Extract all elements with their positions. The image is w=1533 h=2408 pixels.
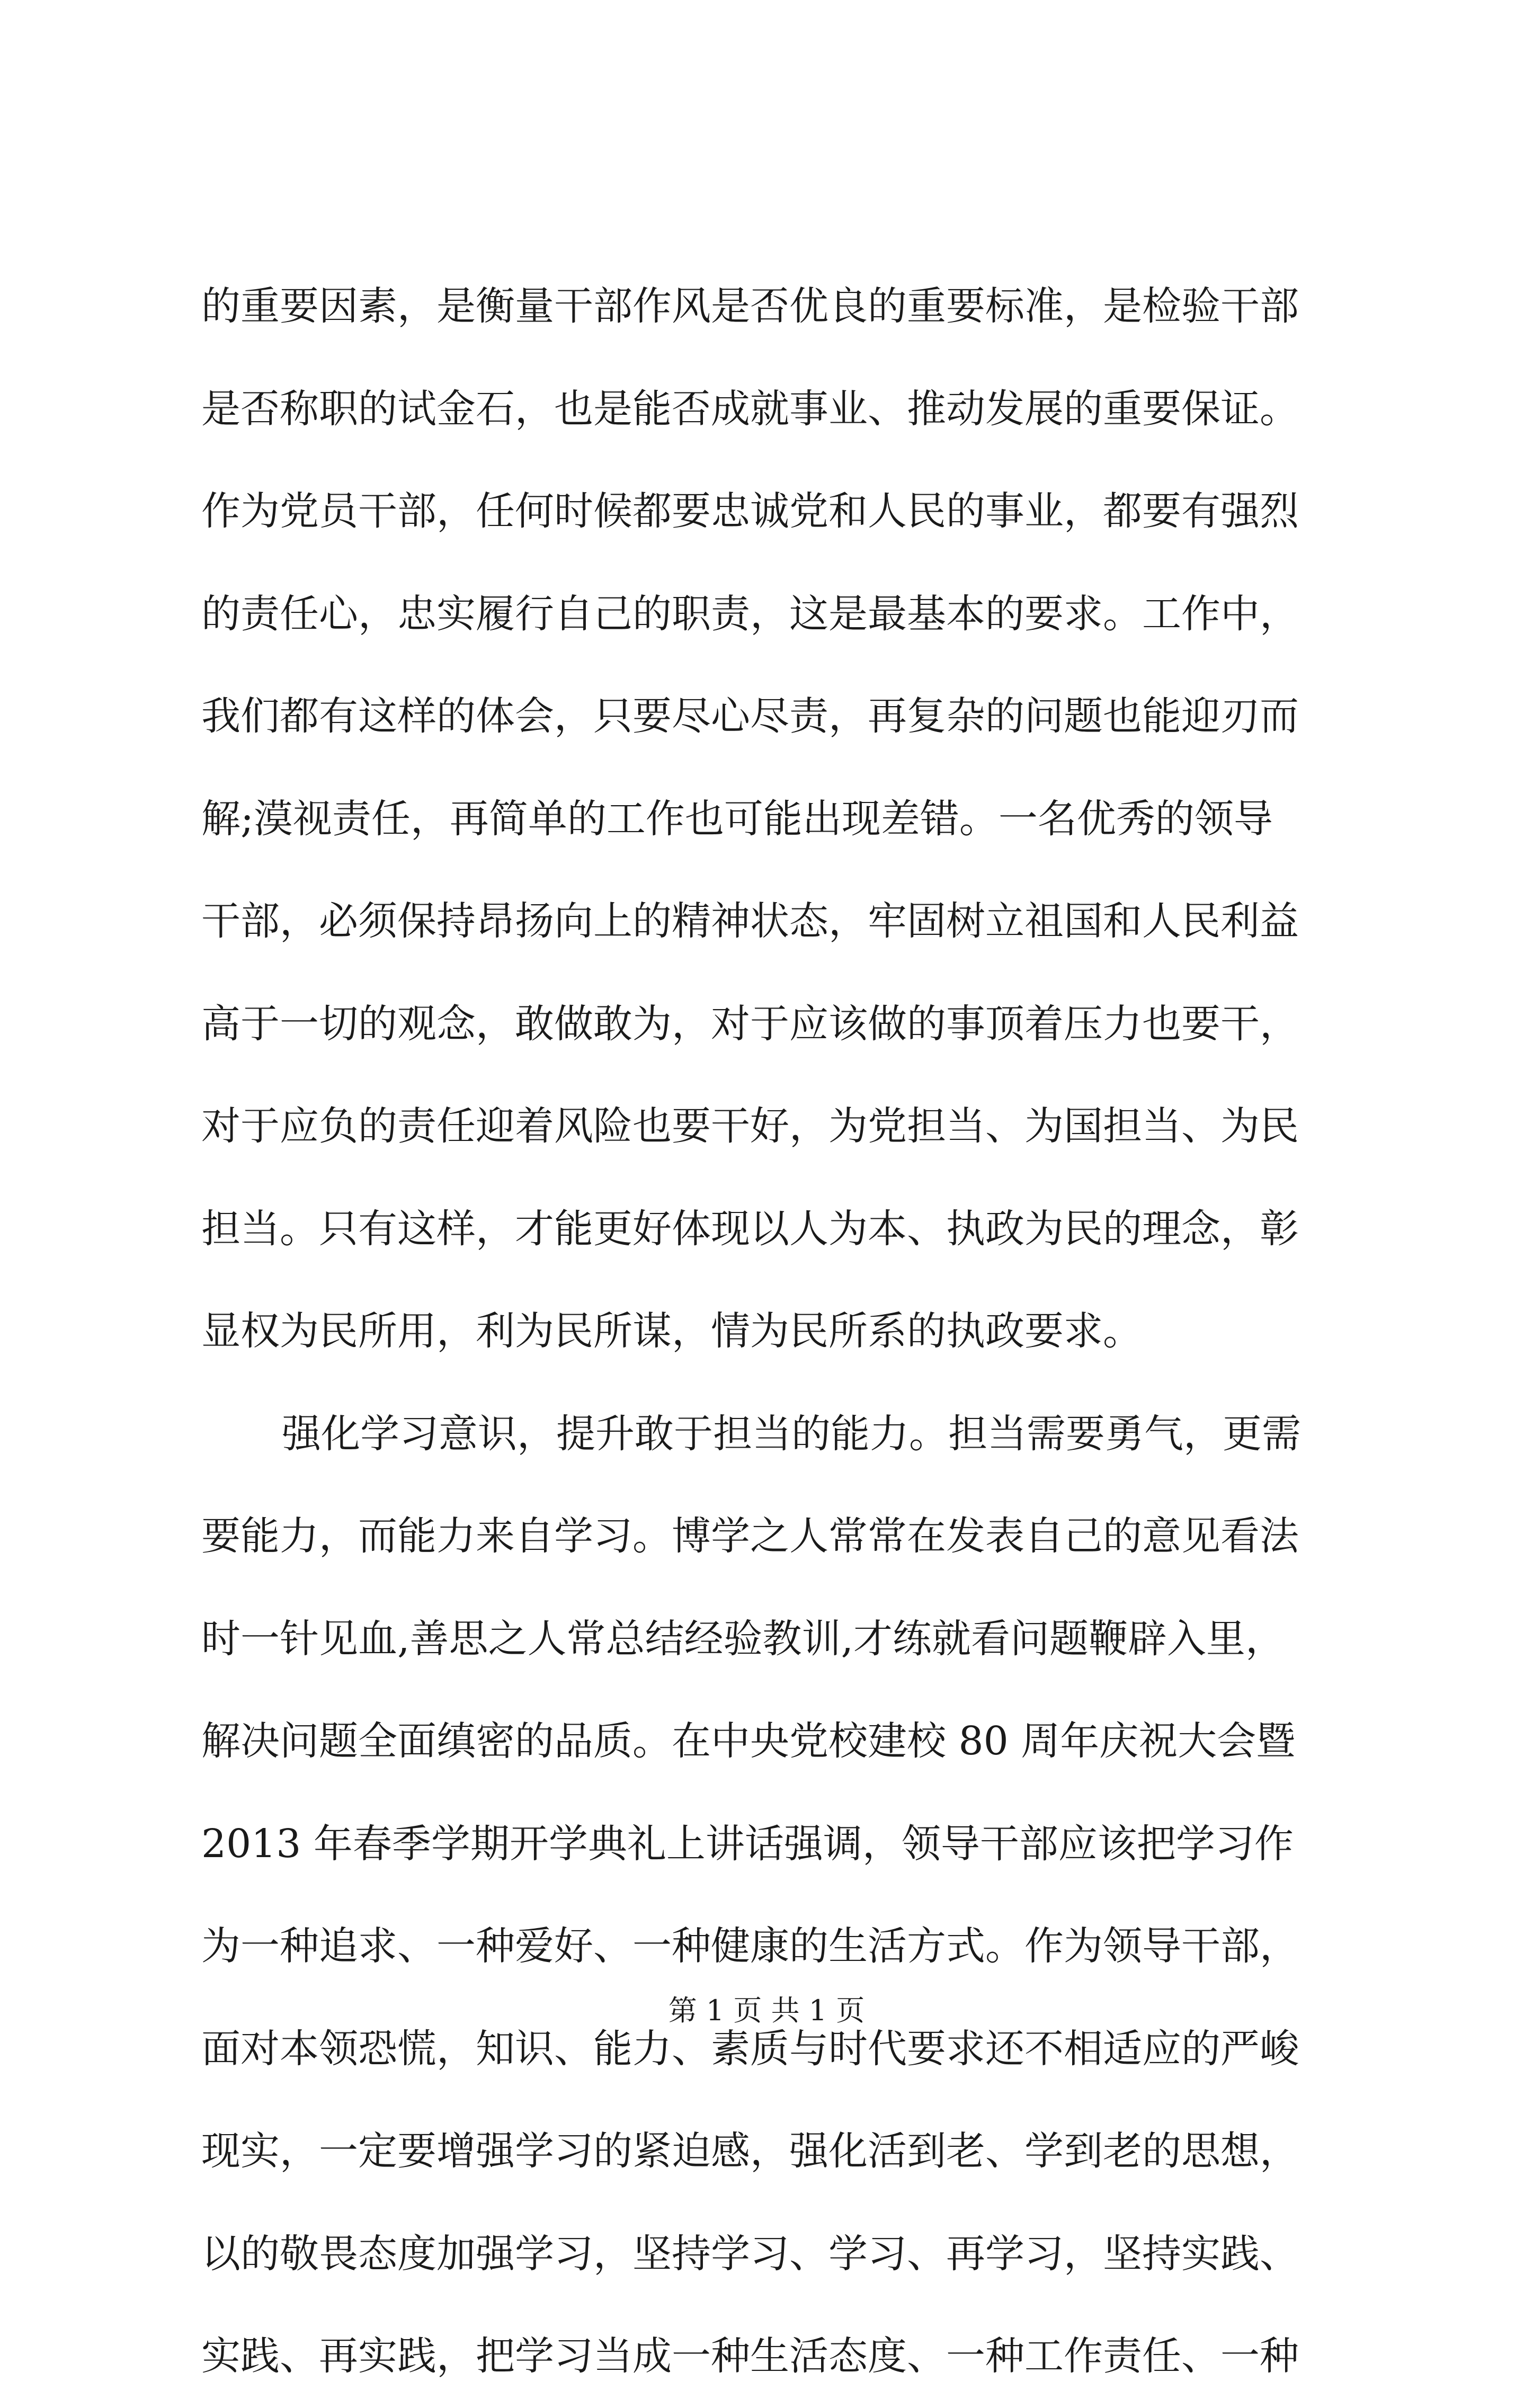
body-text <box>201 255 1345 2408</box>
text-line: 的责任心，忠实履行自己的职责，这是最基本的要求。工作中， <box>201 591 1299 637</box>
text-line: 显权为民所用，利为民所谋，情为民所系的执政要求。 <box>201 1308 1142 1354</box>
text-line: 我们都有这样的体会，只要尽心尽责，再复杂的问题也能迎刃而 <box>201 693 1299 739</box>
page-footer <box>0 1990 1533 2032</box>
text-line: 时一针见血,善思之人常总结经验教训,才练就看问题鞭辟入里， <box>201 1616 1285 1662</box>
paragraph-start-line: 强化学习意识，提升敢于担当的能力。担当需要勇气，更需 <box>282 1411 1301 1457</box>
text-line: 高于一切的观念，敢做敢为，对于应该做的事顶着压力也要干， <box>201 1001 1299 1047</box>
text-line: 解;漠视责任，再简单的工作也可能出现差错。一名优秀的领导 <box>201 796 1273 842</box>
text-line: 的重要因素，是衡量干部作风是否优良的重要标准，是检验干部 <box>201 283 1299 329</box>
text-line: 现实，一定要增强学习的紧迫感，强化活到老、学到老的思想， <box>201 2128 1299 2174</box>
text-line: 作为党员干部，任何时候都要忠诚党和人民的事业，都要有强烈 <box>201 488 1299 534</box>
page-number-label: 第 1 页 共 1 页 <box>668 1994 865 2027</box>
text-line: 2013 年春季学期开学典礼上讲话强调，领导干部应该把学习作 <box>201 1821 1294 1867</box>
text-line: 为一种追求、一种爱好、一种健康的生活方式。作为领导干部， <box>201 1923 1299 1969</box>
text-line: 干部，必须保持昂扬向上的精神状态，牢固树立祖国和人民利益 <box>201 898 1299 944</box>
text-line: 担当。只有这样，才能更好体现以人为本、执政为民的理念，彰 <box>201 1206 1299 1252</box>
text-line: 以的敬畏态度加强学习，坚持学习、学习、再学习，坚持实践、 <box>201 2231 1299 2277</box>
text-line: 实践、再实践，把学习当成一种生活态度、一种工作责任、一种 <box>201 2333 1299 2379</box>
text-line: 对于应负的责任迎着风险也要干好，为党担当、为国担当、为民 <box>201 1103 1299 1149</box>
text-line: 要能力，而能力来自学习。博学之人常常在发表自己的意见看法 <box>201 1513 1299 1559</box>
text-line: 是否称职的试金石，也是能否成就事业、推动发展的重要保证。 <box>201 386 1299 432</box>
text-line: 解决问题全面缜密的品质。在中央党校建校 80 周年庆祝大会暨 <box>201 1718 1296 1764</box>
text-line: 面对本领恐慌，知识、能力、素质与时代要求还不相适应的严峻 <box>201 2026 1299 2072</box>
